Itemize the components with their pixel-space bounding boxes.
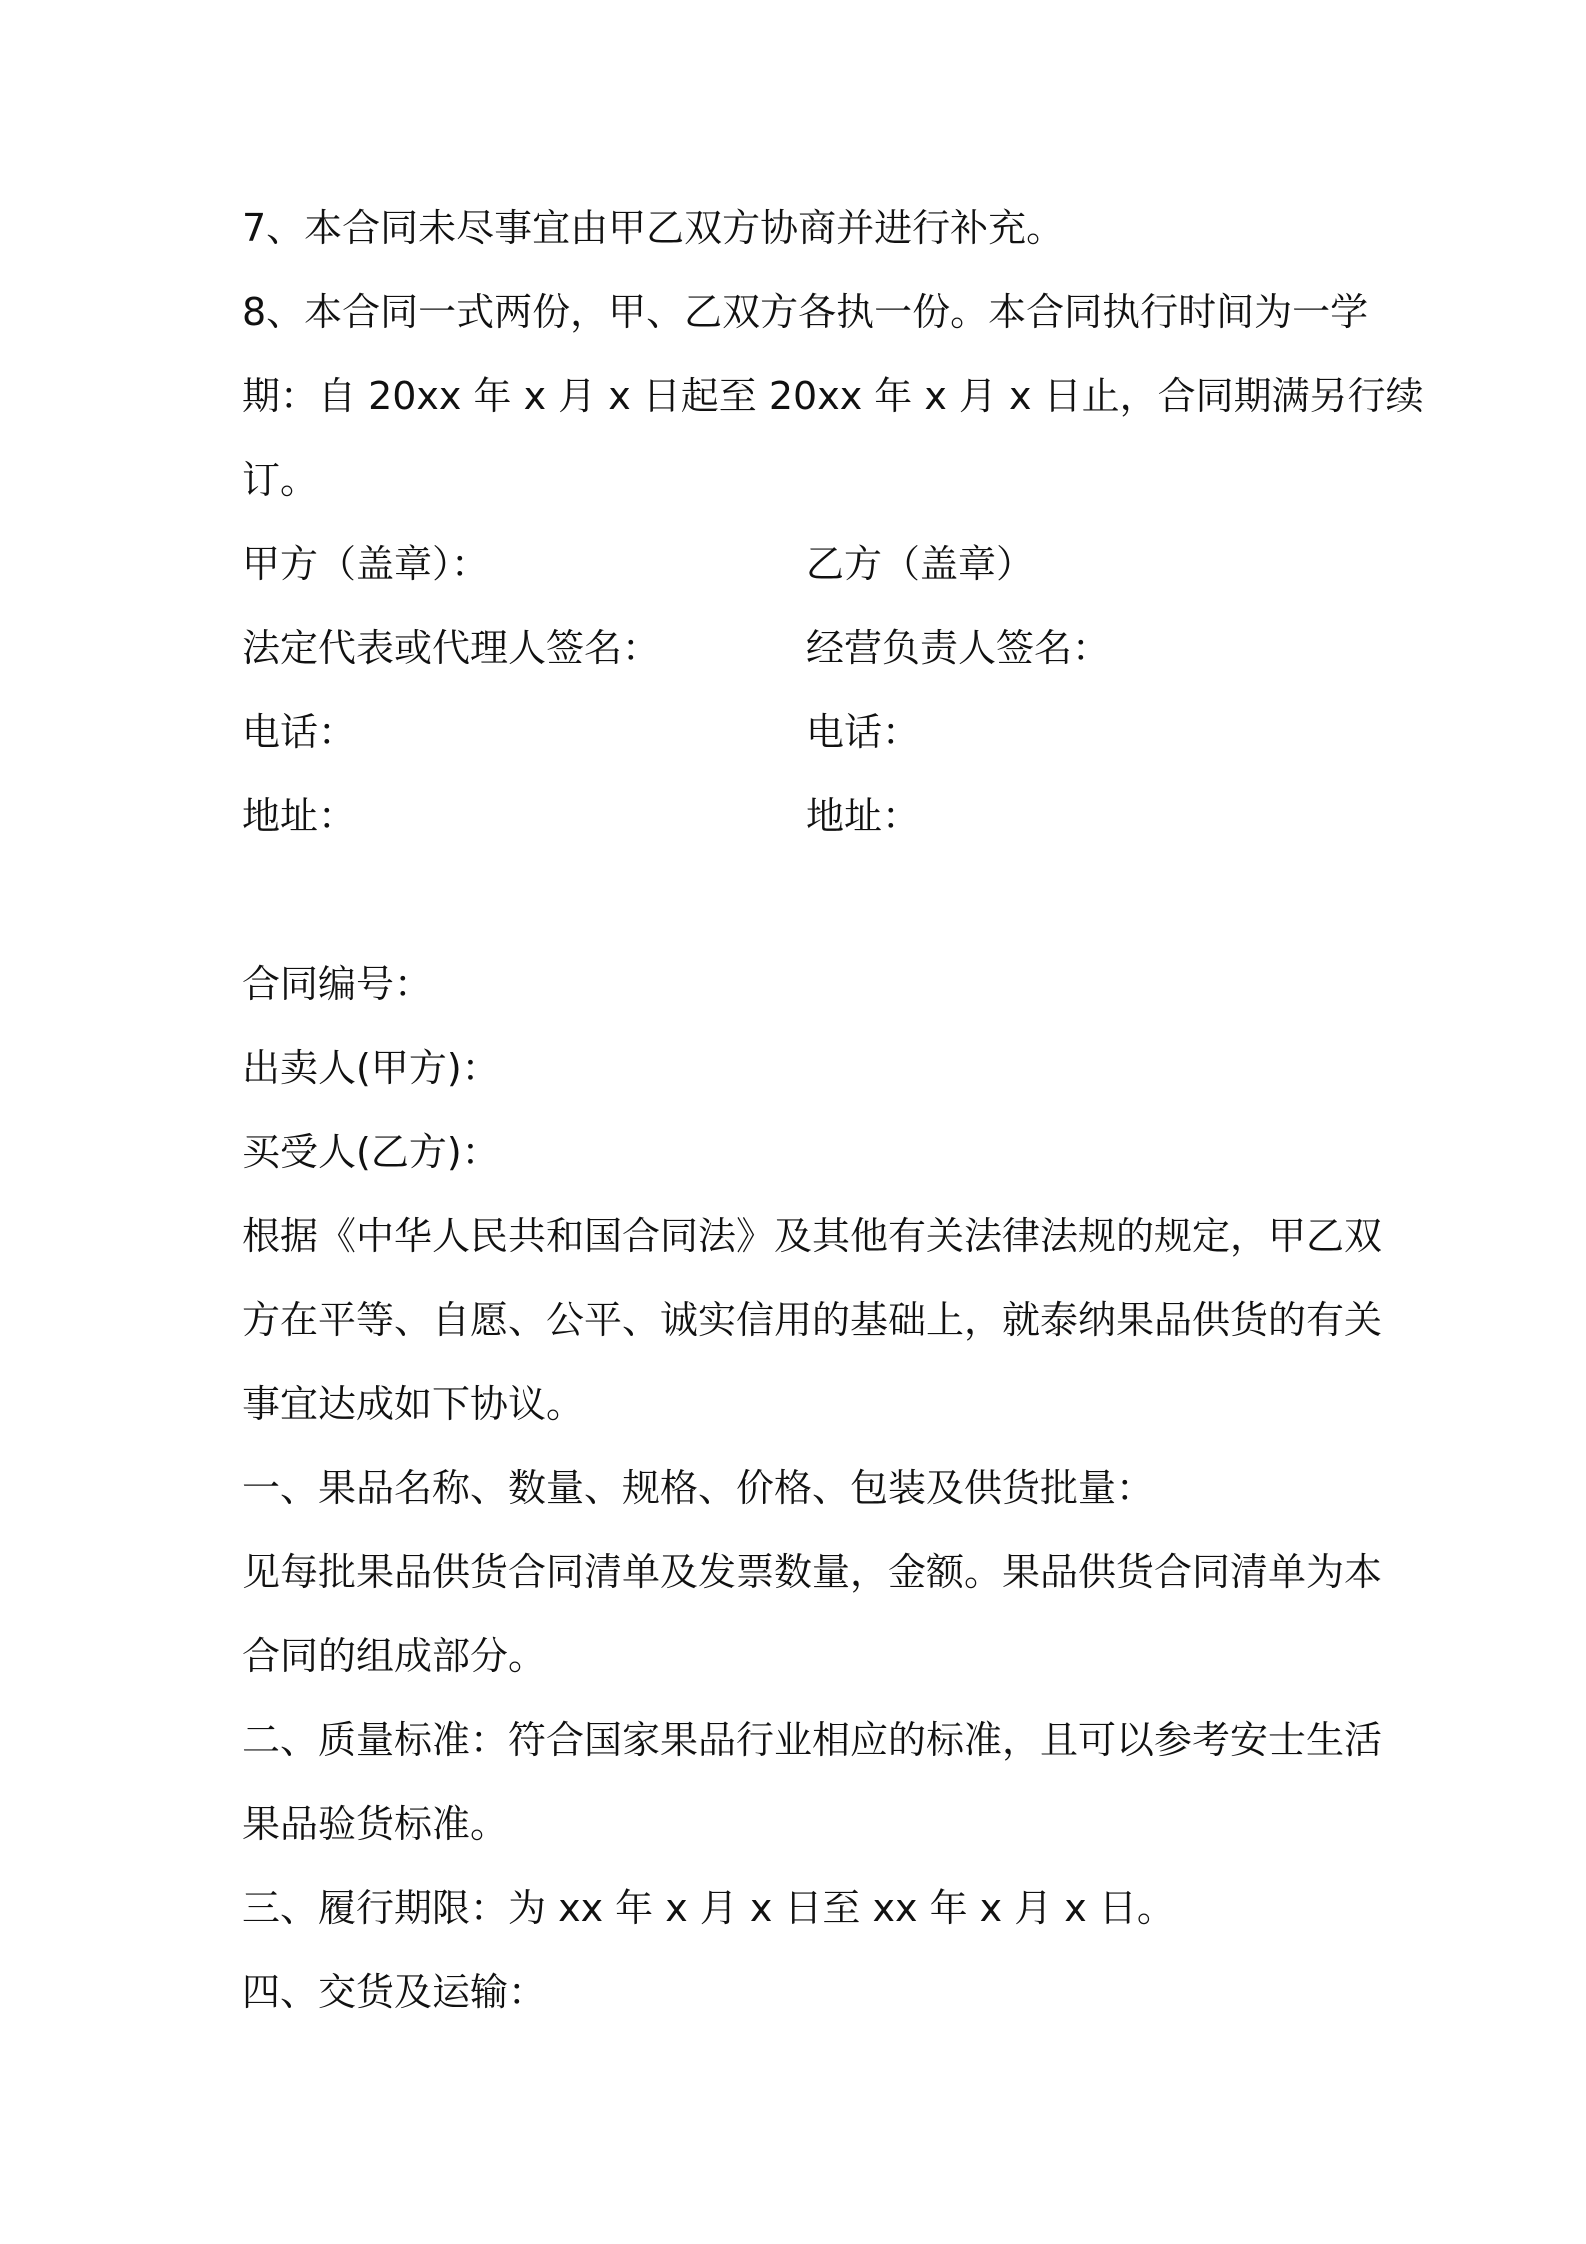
party-b-phone-label: 电话： [806, 710, 921, 754]
section-3: 三、履行期限：为 xx 年 x 月 x 日至 xx 年 x 月 x 日。 [242, 1886, 1175, 1930]
section-2-line-2: 果品验货标准。 [242, 1802, 509, 1846]
clause-8-line-2: 期：自 20xx 年 x 月 x 日起至 20xx 年 x 月 x 日止，合同期满另行续 [242, 374, 1424, 418]
party-a-seal-label: 甲方（盖章）： [242, 542, 490, 586]
document-body [242, 198, 1424, 2046]
section-1-title: 一、果品名称、数量、规格、价格、包装及供货批量： [242, 1466, 1155, 1510]
seller-label: 出卖人(甲方)： [242, 1046, 500, 1090]
section-spacer [242, 870, 1362, 954]
seal-row [242, 534, 1362, 618]
address-row [242, 786, 1362, 870]
phone-row [242, 702, 1362, 786]
clause-7: 7、本合同未尽事宜由甲乙双方协商并进行补充。 [242, 206, 1065, 250]
clause-8-line-1: 8、本合同一式两份，甲、乙双方各执一份。本合同执行时间为一学 [242, 290, 1369, 334]
intro-line-3: 事宜达成如下协议。 [242, 1382, 585, 1426]
party-a-address-label: 地址： [242, 794, 357, 838]
contract-number-label: 合同编号： [242, 962, 433, 1006]
party-b-address-label: 地址： [806, 794, 921, 838]
clause-8-line-3: 订。 [242, 458, 319, 502]
buyer-label: 买受人(乙方)： [242, 1130, 500, 1174]
party-b-seal-label: 乙方（盖章） [806, 542, 1035, 586]
party-a-phone-label: 电话： [242, 710, 357, 754]
intro-line-1: 根据《中华人民共和国合同法》及其他有关法律法规的规定，甲乙双 [242, 1214, 1383, 1258]
intro-line-2: 方在平等、自愿、公平、诚实信用的基础上，就泰纳果品供货的有关 [242, 1298, 1383, 1342]
section-2-line-1: 二、质量标准：符合国家果品行业相应的标准，且可以参考安士生活 [242, 1718, 1383, 1762]
section-1-body-line-2: 合同的组成部分。 [242, 1634, 547, 1678]
party-b-representative-label: 经营负责人签名： [806, 626, 1111, 670]
section-4-title: 四、交货及运输： [242, 1970, 547, 2014]
party-a-representative-label: 法定代表或代理人签名： [242, 626, 661, 670]
section-1-body-line-1: 见每批果品供货合同清单及发票数量，金额。果品供货合同清单为本 [242, 1550, 1383, 1594]
signature-row [242, 618, 1362, 702]
